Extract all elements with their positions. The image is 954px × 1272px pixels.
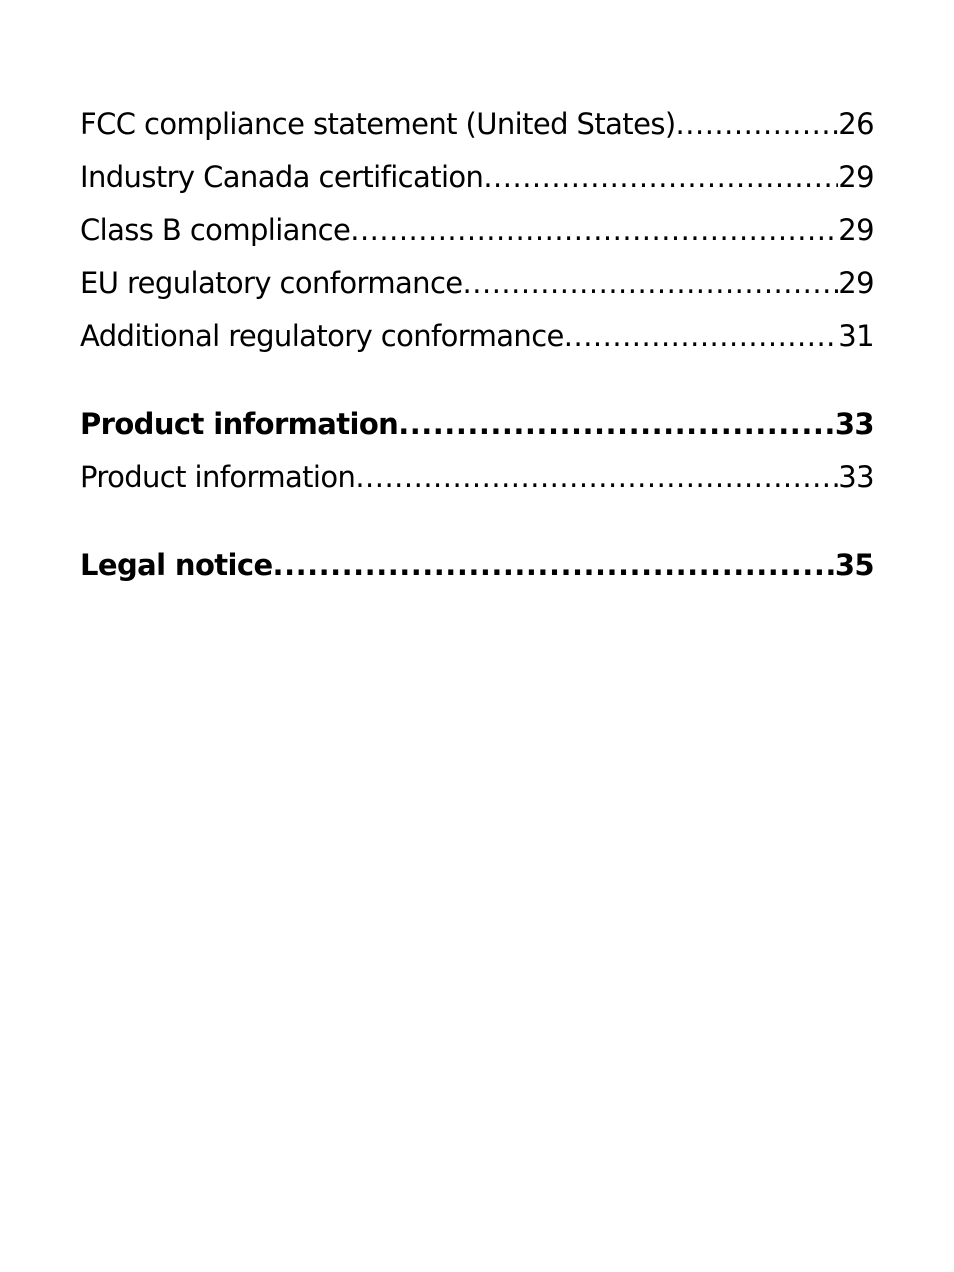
toc-entry-page: 29 (838, 266, 874, 300)
toc-entry-page: 29 (838, 160, 874, 194)
table-of-contents (80, 98, 874, 592)
toc-entry-title: Product information (80, 407, 399, 441)
toc-dot-leader (355, 451, 838, 504)
toc-entry-title: Product information (80, 460, 356, 494)
toc-entry-eu-regulatory[interactable] (80, 257, 874, 310)
toc-entry-product-information[interactable] (80, 451, 874, 504)
toc-entry-page: 26 (838, 107, 874, 141)
toc-heading-product-information[interactable] (80, 398, 874, 451)
toc-group-regulatory (80, 98, 874, 363)
toc-entry-additional-regulatory[interactable] (80, 310, 874, 363)
toc-entry-title: EU regulatory conformance (80, 266, 463, 300)
toc-group-legal-notice (80, 539, 874, 592)
toc-entry-class-b[interactable] (80, 204, 874, 257)
toc-entry-page: 31 (838, 319, 874, 353)
toc-dot-leader (483, 151, 838, 204)
toc-entry-page: 33 (834, 407, 874, 441)
toc-dot-leader (676, 98, 839, 151)
toc-dot-leader (398, 398, 835, 451)
toc-entry-title: Industry Canada certification (80, 160, 484, 194)
toc-heading-legal-notice[interactable] (80, 539, 874, 592)
toc-dot-leader (273, 539, 835, 592)
toc-entry-page: 35 (834, 548, 874, 582)
toc-dot-leader (463, 257, 839, 310)
toc-entry-fcc-compliance[interactable] (80, 98, 874, 151)
toc-group-product-information (80, 398, 874, 504)
toc-entry-page: 33 (838, 460, 874, 494)
toc-entry-page: 29 (838, 213, 874, 247)
toc-entry-title: Legal notice (80, 548, 273, 582)
toc-entry-industry-canada[interactable] (80, 151, 874, 204)
toc-dot-leader (564, 310, 839, 363)
toc-entry-title: Additional regulatory conformance (80, 319, 564, 353)
toc-entry-title: Class B compliance (80, 213, 351, 247)
toc-dot-leader (350, 204, 838, 257)
toc-entry-title: FCC compliance statement (United States) (80, 107, 676, 141)
